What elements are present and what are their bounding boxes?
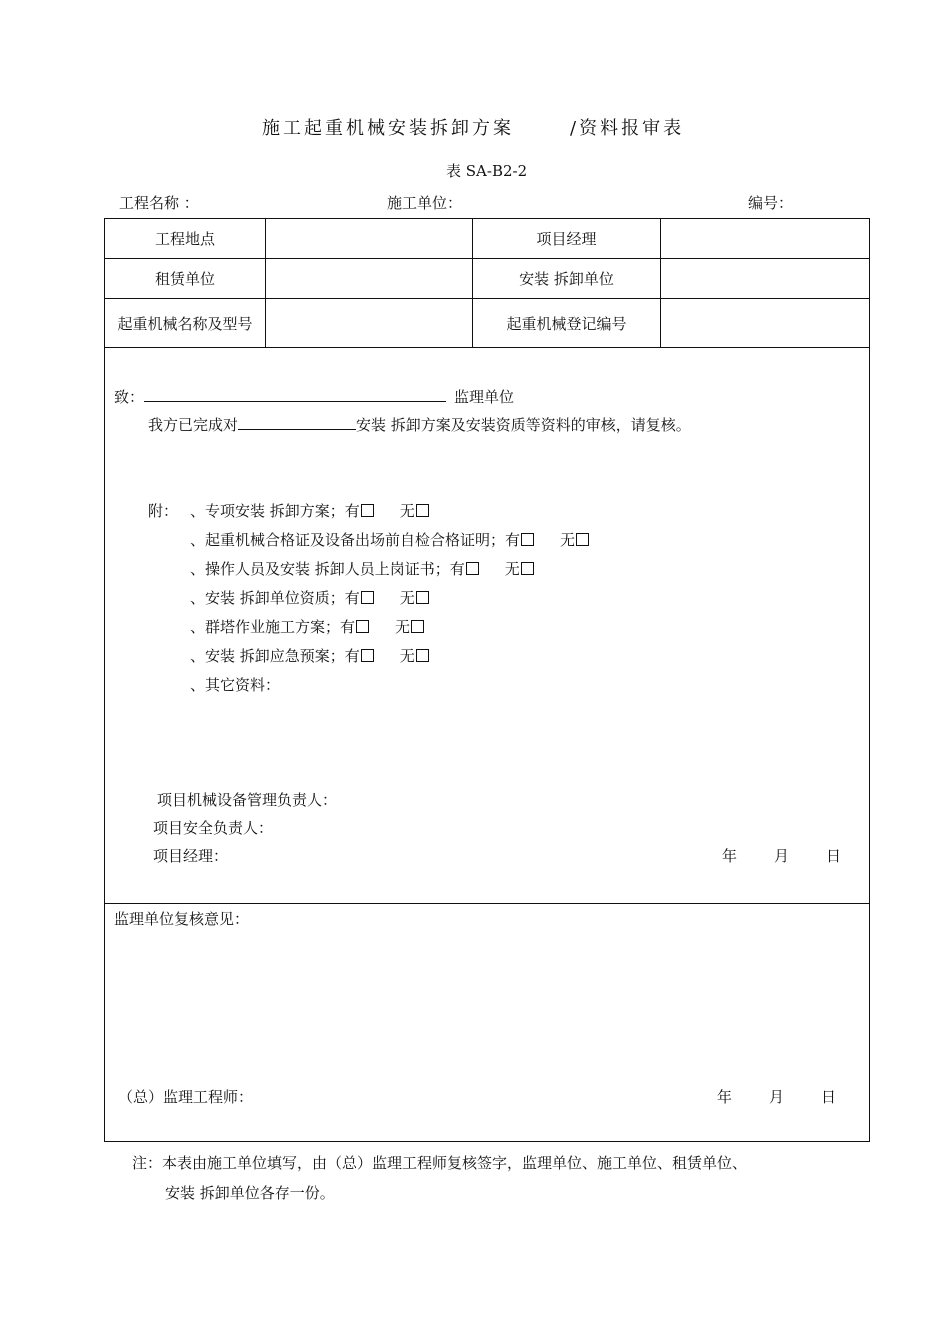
checkbox-no[interactable] [576,533,589,546]
label-crane-reg-no: 起重机械登记编号 [506,314,627,333]
sign-equipment-manager: 项目机械设备管理负责人： [157,791,338,809]
divider [105,347,869,348]
statement-blank[interactable] [238,415,356,430]
project-name-label: 工程名称 ： [119,194,199,212]
checkbox-no[interactable] [411,620,424,633]
addressee-suffix: 监理单位 [454,388,515,406]
checkbox-yes[interactable] [466,562,479,575]
attachment-item: 、群塔作业施工方案；有 无 [190,616,424,637]
form-title: 施工起重机械安装拆卸方案 [262,118,514,139]
form-frame [104,218,870,1142]
attachment-item: 、安装 拆卸应急预案；有 无 [190,645,429,666]
attachment-item: 、起重机械合格证及设备出场前自检合格证明；有 无 [190,529,589,550]
attachment-item: 、专项安装 拆卸方案；有 无 [190,500,429,521]
label-lessor: 租赁单位 [154,270,215,288]
value-crane-model[interactable] [266,299,472,347]
label-site: 工程地点 [154,230,215,248]
sign-project-manager: 项目经理： [153,847,229,865]
statement-suffix: 安装 拆卸方案及安装资质等资料的审核，请复核。 [356,416,691,434]
addressee-prefix: 致： [114,388,145,406]
value-lessor[interactable] [266,259,472,298]
checkbox-yes[interactable] [361,591,374,604]
label-project-manager: 项目经理 [536,230,597,248]
label-installer: 安装 拆卸单位 [519,270,614,288]
checkbox-no[interactable] [416,649,429,662]
value-project-manager[interactable] [661,219,869,258]
number-label: 编号： [748,194,794,212]
review-date: 年 月 日 [717,1088,837,1106]
contractor-label: 施工单位： [387,194,463,212]
value-crane-reg-no[interactable] [661,299,869,347]
attachment-item: 、操作人员及安装 拆卸人员上岗证书；有 无 [190,558,534,579]
checkbox-no[interactable] [521,562,534,575]
label-crane-model: 起重机械名称及型号 [117,314,253,333]
divider [105,903,869,904]
statement-line [148,414,691,435]
attach-label: 附： [148,502,179,520]
addressee-line [114,386,514,407]
addressee-blank[interactable] [144,387,446,402]
checkbox-no[interactable] [416,504,429,517]
checkbox-yes[interactable] [521,533,534,546]
checkbox-yes[interactable] [356,620,369,633]
note-line-2: 安装 拆卸单位各存一份。 [165,1184,335,1202]
checkbox-yes[interactable] [361,649,374,662]
form-code: 表 SA-B2-2 [446,162,528,180]
sign-date: 年 月 日 [722,847,842,865]
form-title-suffix: /资料报审表 [570,118,685,139]
review-engineer: （总）监理工程师： [118,1088,254,1106]
statement-prefix: 我方已完成对 [148,416,239,434]
checkbox-yes[interactable] [361,504,374,517]
value-installer[interactable] [661,259,869,298]
review-label: 监理单位复核意见： [114,910,250,928]
value-site[interactable] [266,219,472,258]
sign-safety-manager: 项目安全负责人： [153,819,274,837]
note-line-1: 注：本表由施工单位填写，由（总）监理工程师复核签字，监理单位、施工单位、租赁单位、 [132,1154,748,1172]
attachment-item: 、安装 拆卸单位资质；有 无 [190,587,429,608]
other-materials: 、其它资料： [190,676,281,694]
checkbox-no[interactable] [416,591,429,604]
